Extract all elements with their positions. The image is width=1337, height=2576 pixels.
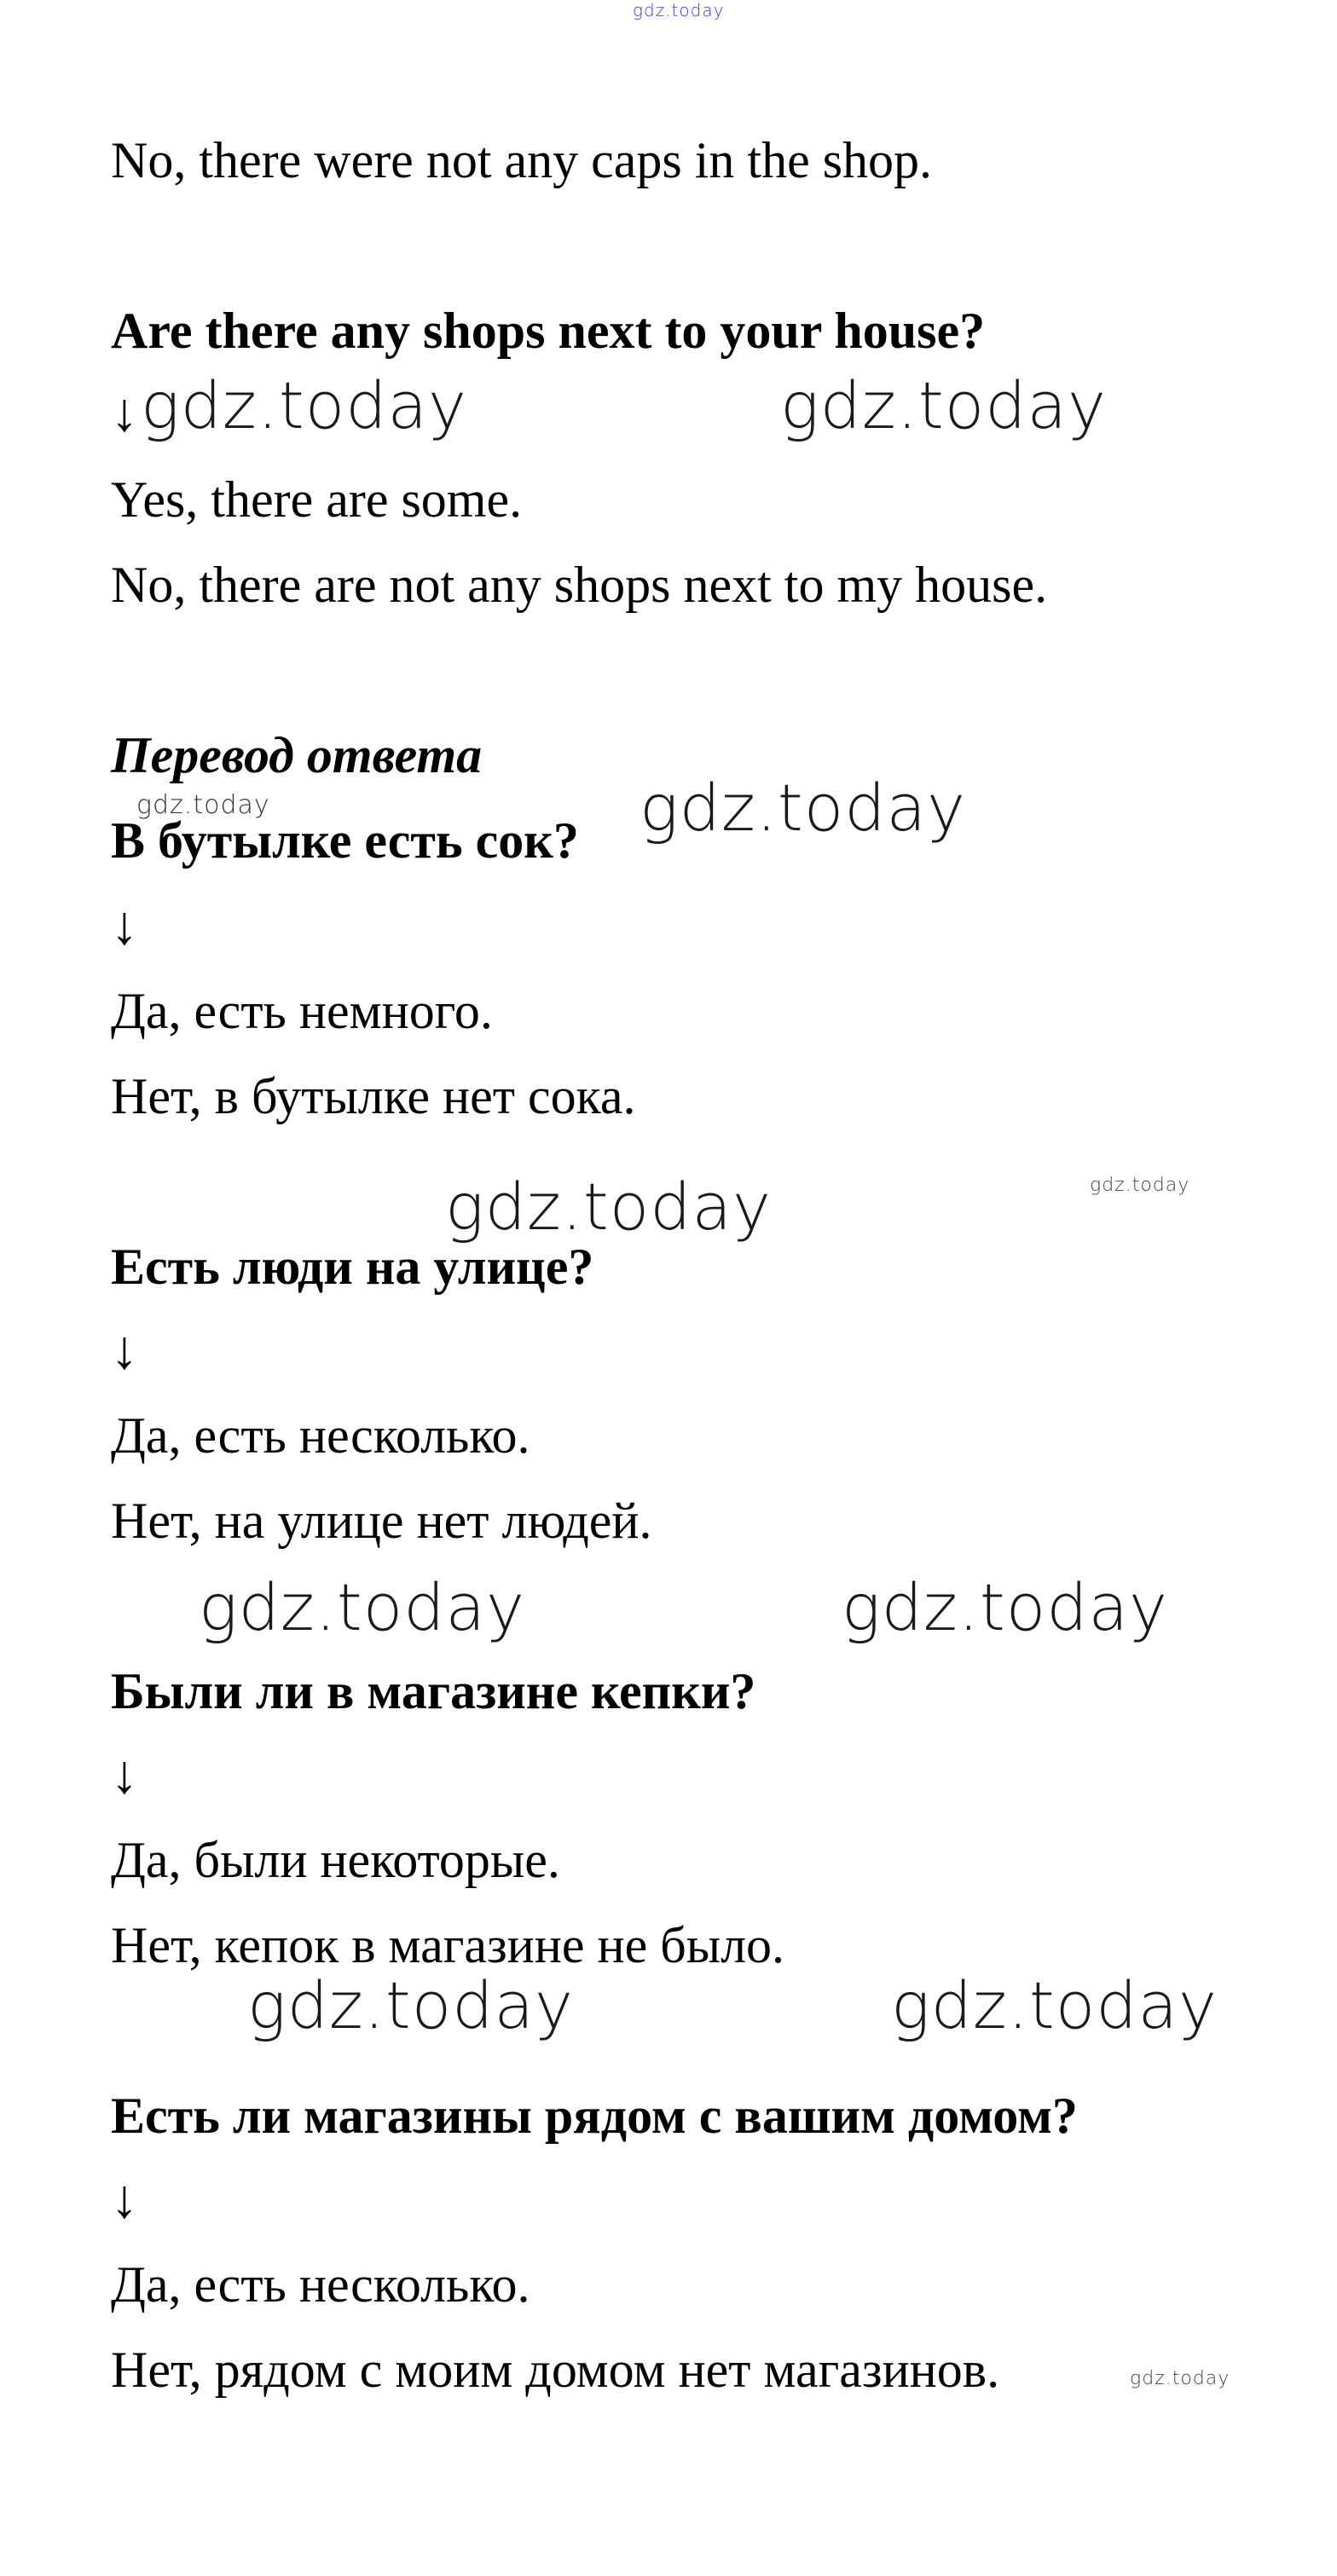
translation-answer-yes: Да, есть несколько. [111, 2256, 530, 2313]
watermark-text: gdz.today [842, 1569, 1168, 1645]
translation-answer-yes: Да, есть немного. [111, 983, 493, 1039]
watermark-text: gdz.today [199, 1569, 525, 1645]
translation-answer-yes: Да, были некоторые. [111, 1832, 560, 1888]
translation-question: В бутылке есть сок? [111, 812, 579, 869]
translation-answer-no: Нет, рядом с моим домом нет магазинов. [111, 2342, 1000, 2398]
down-arrow-icon: ↓ [111, 382, 138, 442]
watermark-text: gdz.today [891, 1967, 1218, 2043]
translation-answer-yes: Да, есть несколько. [111, 1407, 530, 1464]
watermark-text: gdz.today [1130, 2368, 1230, 2389]
watermark-text: gdz.today [141, 367, 467, 443]
translation-answer-no: Нет, кепок в магазине не было. [111, 1917, 785, 1973]
watermark-text: gdz.today [633, 0, 725, 20]
watermark-text: gdz.today [780, 367, 1107, 443]
answer-no-shops: No, there are not any shops next to my house. [111, 557, 1048, 613]
down-arrow-icon: ↓ [111, 1320, 138, 1380]
down-arrow-icon: ↓ [111, 895, 138, 956]
translation-question: Есть ли магазины рядом с вашим домом? [111, 2088, 1078, 2144]
watermark-text: gdz.today [136, 790, 270, 820]
watermark-text: gdz.today [640, 770, 966, 846]
watermark-text: gdz.today [445, 1169, 772, 1245]
answer-yes-shops: Yes, there are some. [111, 471, 523, 528]
answer-no-caps: No, there were not any caps in the shop. [111, 132, 933, 188]
translation-answer-no: Нет, на улице нет людей. [111, 1493, 652, 1549]
down-arrow-icon: ↓ [111, 2169, 138, 2229]
translation-question: Были ли в магазине кепки? [111, 1663, 756, 1719]
watermark-text: gdz.today [247, 1967, 574, 2043]
down-arrow-icon: ↓ [111, 1744, 138, 1805]
translation-question: Есть люди на улице? [111, 1239, 594, 1295]
translation-heading: Перевод ответа [111, 727, 483, 783]
watermark-text: gdz.today [1090, 1175, 1190, 1196]
translation-answer-no: Нет, в бутылке нет сока. [111, 1068, 636, 1124]
question-shops: Are there any shops next to your house? [111, 303, 986, 359]
